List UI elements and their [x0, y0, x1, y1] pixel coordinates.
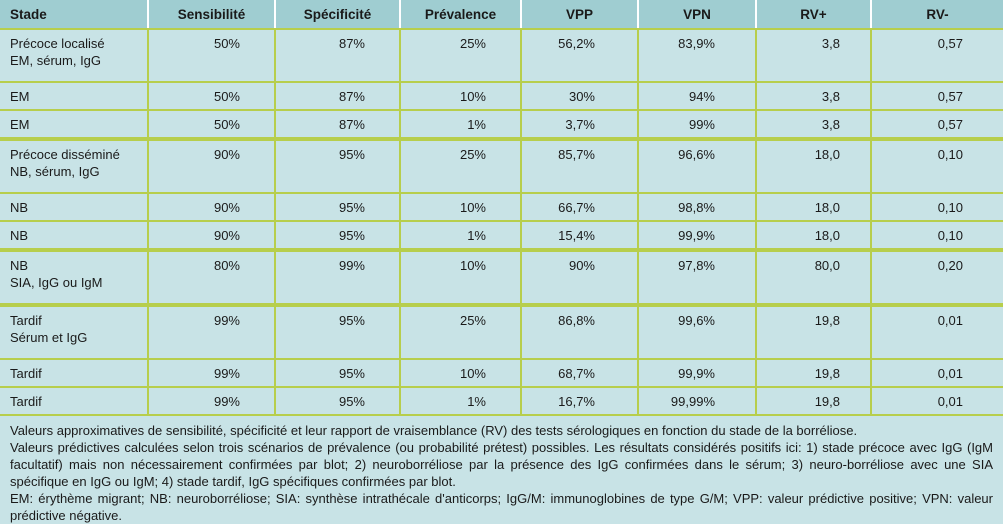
cell-vpn: 99,6%	[638, 305, 756, 359]
cell-rv-plus: 3,8	[756, 110, 871, 139]
cell-prevalence: 10%	[400, 250, 521, 305]
cell-prevalence: 10%	[400, 359, 521, 387]
cell-specificite: 95%	[275, 305, 400, 359]
cell-specificite: 87%	[275, 29, 400, 82]
table-row	[0, 29, 1003, 82]
header-vpp: VPP	[521, 0, 638, 29]
cell-specificite: 99%	[275, 250, 400, 305]
cell-sensibilite: 90%	[148, 139, 275, 193]
cell-rv-minus: 0,57	[871, 110, 1003, 139]
stade-line: EM	[10, 89, 30, 104]
cell-stade	[0, 193, 148, 221]
cell-stade	[0, 82, 148, 110]
header-prevalence: Prévalence	[400, 0, 521, 29]
cell-rv-plus: 18,0	[756, 193, 871, 221]
cell-vpn: 96,6%	[638, 139, 756, 193]
cell-stade	[0, 359, 148, 387]
header-rv-plus: RV+	[756, 0, 871, 29]
cell-sensibilite: 50%	[148, 110, 275, 139]
stade-line: EM	[10, 117, 30, 132]
cell-vpn: 97,8%	[638, 250, 756, 305]
cell-vpn: 99%	[638, 110, 756, 139]
cell-rv-minus: 0,10	[871, 221, 1003, 250]
cell-rv-minus: 0,01	[871, 387, 1003, 415]
cell-vpp: 86,8%	[521, 305, 638, 359]
cell-vpp: 66,7%	[521, 193, 638, 221]
cell-rv-minus: 0,57	[871, 29, 1003, 82]
cell-vpp: 68,7%	[521, 359, 638, 387]
cell-specificite: 87%	[275, 110, 400, 139]
cell-rv-plus: 19,8	[756, 387, 871, 415]
stade-line: Tardif	[10, 313, 42, 328]
cell-rv-minus: 0,01	[871, 359, 1003, 387]
cell-rv-plus: 19,8	[756, 305, 871, 359]
cell-specificite: 95%	[275, 139, 400, 193]
cell-prevalence: 1%	[400, 387, 521, 415]
cell-vpp: 90%	[521, 250, 638, 305]
cell-sensibilite: 50%	[148, 82, 275, 110]
cell-sensibilite: 80%	[148, 250, 275, 305]
cell-rv-plus: 18,0	[756, 139, 871, 193]
cell-rv-plus: 3,8	[756, 29, 871, 82]
cell-rv-minus: 0,10	[871, 139, 1003, 193]
cell-rv-minus: 0,57	[871, 82, 1003, 110]
stade-line: NB	[10, 228, 29, 243]
cell-prevalence: 25%	[400, 305, 521, 359]
cell-rv-minus: 0,01	[871, 305, 1003, 359]
cell-vpn: 98,8%	[638, 193, 756, 221]
table-row	[0, 387, 1003, 415]
cell-rv-plus: 80,0	[756, 250, 871, 305]
cell-stade	[0, 139, 148, 193]
cell-sensibilite: 99%	[148, 387, 275, 415]
header-stade: Stade	[0, 0, 148, 29]
cell-stade	[0, 387, 148, 415]
table-row	[0, 359, 1003, 387]
cell-stade	[0, 305, 148, 359]
cell-prevalence: 10%	[400, 82, 521, 110]
cell-stade	[0, 221, 148, 250]
stade-line: NB	[10, 258, 29, 273]
cell-vpp: 56,2%	[521, 29, 638, 82]
stade-line: Sérum et IgG	[10, 330, 88, 345]
header-specificite: Spécificité	[275, 0, 400, 29]
cell-vpp: 15,4%	[521, 221, 638, 250]
cell-stade	[0, 250, 148, 305]
stade-line: Tardif	[10, 394, 42, 409]
cell-sensibilite: 99%	[148, 305, 275, 359]
cell-sensibilite: 90%	[148, 193, 275, 221]
cell-prevalence: 1%	[400, 221, 521, 250]
table-row	[0, 250, 1003, 305]
cell-stade	[0, 29, 148, 82]
cell-prevalence: 25%	[400, 29, 521, 82]
header-vpn: VPN	[638, 0, 756, 29]
cell-rv-minus: 0,20	[871, 250, 1003, 305]
note-3: EM: érythème migrant; NB: neuroborréliose; SIA: synthèse intrathécale d'anticorps; IgG/M: immunoglobines de type G/M; VPP: valeur prédictive positive; VPN: valeur prédictive négative.	[10, 491, 993, 523]
cell-sensibilite: 90%	[148, 221, 275, 250]
cell-specificite: 95%	[275, 359, 400, 387]
stade-line: NB	[10, 200, 29, 215]
cell-vpp: 30%	[521, 82, 638, 110]
note-1: Valeurs approximatives de sensibilité, spécificité et leur rapport de vraisemblance (RV) des tests sérologiques en fonction du stade de la borréliose.	[10, 423, 858, 438]
cell-specificite: 87%	[275, 82, 400, 110]
cell-specificite: 95%	[275, 193, 400, 221]
cell-sensibilite: 50%	[148, 29, 275, 82]
cell-vpn: 99,9%	[638, 359, 756, 387]
table-row	[0, 193, 1003, 221]
cell-rv-plus: 3,8	[756, 82, 871, 110]
cell-specificite: 95%	[275, 387, 400, 415]
cell-prevalence: 10%	[400, 193, 521, 221]
note-2: Valeurs prédictives calculées selon trois scénarios de prévalence (ou probabilité prétest) possibles. Les résultats considérés positifs ici: 1) stade précoce avec IgG (IgM facultatif) mais non nécessairement confirmées par blot; 2) neuroborréliose par la présence des IgG confirmées dans le sérum; 3) neuro-borréliose avec une SIA spécifique en IgG ou IgM; 4) stade tardif, IgG spécifiques confirmées par blot.	[10, 440, 993, 489]
cell-sensibilite: 99%	[148, 359, 275, 387]
stade-line: Précoce disséminé	[10, 147, 120, 162]
cell-vpn: 99,99%	[638, 387, 756, 415]
cell-vpp: 85,7%	[521, 139, 638, 193]
table-row	[0, 110, 1003, 139]
cell-rv-plus: 18,0	[756, 221, 871, 250]
cell-vpn: 99,9%	[638, 221, 756, 250]
table-row	[0, 305, 1003, 359]
cell-prevalence: 1%	[400, 110, 521, 139]
cell-vpp: 3,7%	[521, 110, 638, 139]
stade-line: EM, sérum, IgG	[10, 53, 102, 68]
table-row	[0, 139, 1003, 193]
cell-vpp: 16,7%	[521, 387, 638, 415]
stade-line: Précoce localisé	[10, 36, 105, 51]
header-rv-minus: RV-	[871, 0, 1003, 29]
table-notes	[0, 416, 1003, 524]
table-row	[0, 221, 1003, 250]
cell-vpn: 83,9%	[638, 29, 756, 82]
stade-line: SIA, IgG ou IgM	[10, 275, 103, 290]
table-row	[0, 82, 1003, 110]
header-sensibilite: Sensibilité	[148, 0, 275, 29]
cell-prevalence: 25%	[400, 139, 521, 193]
cell-specificite: 95%	[275, 221, 400, 250]
stade-line: NB, sérum, IgG	[10, 164, 100, 179]
cell-rv-plus: 19,8	[756, 359, 871, 387]
cell-stade	[0, 110, 148, 139]
cell-vpn: 94%	[638, 82, 756, 110]
header-row	[0, 0, 1003, 29]
stade-line: Tardif	[10, 366, 42, 381]
cell-rv-minus: 0,10	[871, 193, 1003, 221]
